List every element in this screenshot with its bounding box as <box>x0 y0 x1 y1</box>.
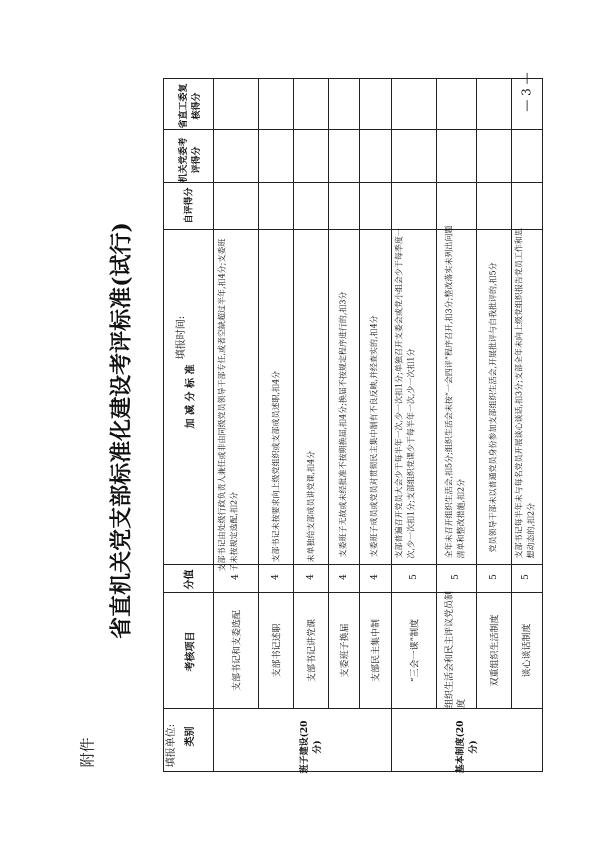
row-4-item: 支委班子换届 <box>340 623 351 678</box>
row-1-item: 支部书记和支委选配 <box>232 610 243 692</box>
page-title: 省直机关党支部标准化建设考评标准(试行) <box>108 222 135 639</box>
row-3-score: 4 <box>306 574 316 580</box>
row-line-6 <box>436 79 437 708</box>
row-line-header <box>213 79 214 771</box>
row-9-item: 谈心谈话制度 <box>522 623 533 678</box>
group-team-building: 班子建设(20分) <box>300 720 323 774</box>
divider-standard <box>164 229 542 230</box>
row-4-score: 4 <box>339 574 349 580</box>
header-work-committee: 省直工委复核得分 <box>179 83 202 129</box>
row-8-standard: 党员领导干部未以普通党员身份参加支部组织生活会,开展批评与自我批评的,扣5分 <box>488 262 498 553</box>
assessment-table <box>163 78 543 772</box>
header-category: 类别 <box>185 726 196 747</box>
fill-unit-label: 填报单位: <box>166 723 178 768</box>
row-5-standard: 支委班子成员或党员对贯彻民主集中制有不良反映,并经查实的,扣4分 <box>369 315 379 558</box>
fill-time-label: 填报时间: <box>176 315 188 360</box>
row-4-standard: 支委班子无故或未经批准不按期换届,扣4分;换届不按规定程序进行的,扣3分 <box>338 291 348 558</box>
row-5-item: 支部民主集中制 <box>371 619 382 683</box>
header-party-committee: 机关党委考评得分 <box>179 137 202 183</box>
row-line-4 <box>359 79 360 708</box>
row-7-standard: 全年未召开组织生活会,扣5分;组织生活会未按“一会四评”程序召开,扣3分;整改落实未列出问题清单和整改措施,扣2分 <box>444 225 466 559</box>
row-7-score: 5 <box>451 574 461 580</box>
row-6-standard: 支部普遍召开党员大会少于每半年一次,少一次扣1分;单独召开支委会或党小组会少于每季度一次,少一次扣1分;支部组织党课少于每半年一次,少一次扣1分 <box>394 228 416 559</box>
row-3-item: 支部书记讲党课 <box>307 619 318 683</box>
header-score: 分值 <box>184 569 196 590</box>
header-item: 考核项目 <box>185 631 197 672</box>
divider-committee <box>164 129 542 130</box>
row-line-3 <box>328 79 329 708</box>
row-2-item: 支部书记述职 <box>272 623 283 678</box>
header-self: 自评得分 <box>184 187 195 224</box>
row-line-7 <box>476 79 477 708</box>
row-8-item: 双重组织生活制度 <box>490 614 501 687</box>
header-standard: 加 减 分 标 准 <box>185 364 197 429</box>
page-number: — 3 — <box>519 72 534 112</box>
row-7-item: 组织生活会和民主评议党员制度 <box>445 590 467 708</box>
row-9-standard: 支部书记每半年未与每名党员开展谈心谈话,扣3分;支部全年未向上级党组织报告党员工作和思想动态的,扣2分 <box>514 228 536 559</box>
divider-self <box>164 182 542 183</box>
row-2-score: 4 <box>271 574 281 580</box>
row-9-score: 5 <box>521 574 531 580</box>
row-line-8 <box>511 79 512 708</box>
row-5-score: 4 <box>370 574 380 580</box>
row-1-standard: 支部书记由处级行政负责人兼任或非由同级党员领导干部专任,或者空缺超过半年,扣4分;支委班子未按规定选配,扣2分 <box>217 238 239 572</box>
row-line-5 <box>391 79 392 771</box>
row-line-1 <box>258 79 259 708</box>
row-line-2 <box>293 79 294 708</box>
row-3-standard: 未单独给支部成员讲党课,扣4分 <box>306 450 316 563</box>
divider-item <box>164 592 542 593</box>
row-8-score: 5 <box>489 574 499 580</box>
attachment-label: 附件 <box>78 737 97 768</box>
group-basic-system: 基本制度(20分) <box>456 720 479 774</box>
row-6-item: “三会一课”制度 <box>410 618 421 683</box>
row-2-standard: 支部书记未按要求向上级党组织或支部成员述职,扣4分 <box>271 370 281 563</box>
divider-category <box>164 708 542 709</box>
row-6-score: 5 <box>409 574 419 580</box>
row-1-score: 4 <box>231 574 241 580</box>
